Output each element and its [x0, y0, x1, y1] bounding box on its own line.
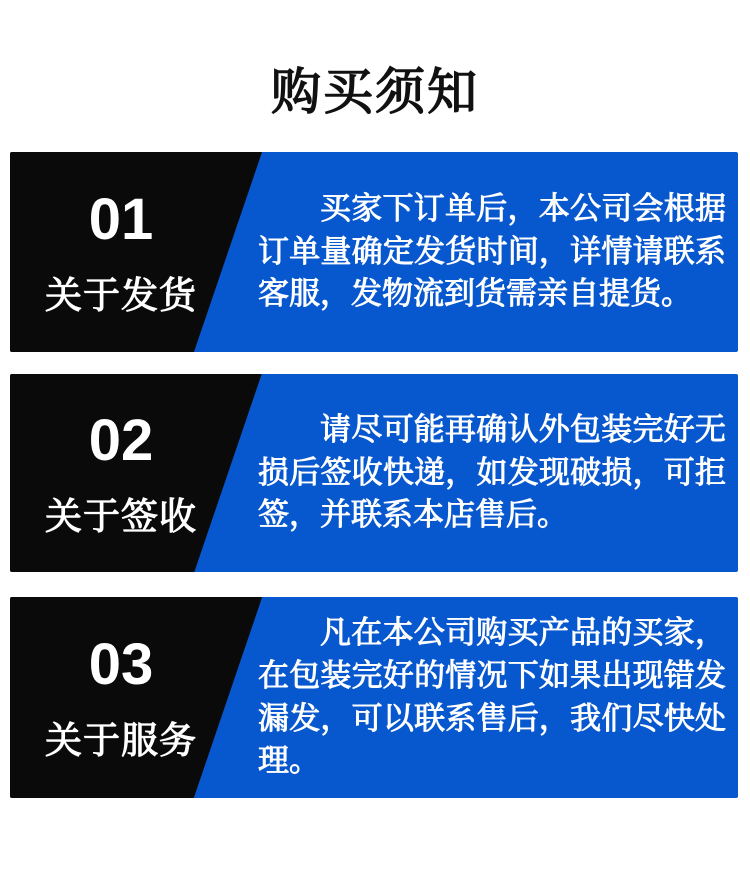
section-label: 关于发货	[45, 274, 197, 316]
notice-card-shipping	[10, 152, 738, 352]
section-body-text: 买家下订单后，本公司会根据订单量确定发货时间，详情请联系客服，发物流到货需亲自提货。	[258, 190, 726, 312]
section-number: 02	[88, 407, 154, 473]
section-body-text: 凡在本公司购买产品的买家，在包装完好的情况下如果出现错发漏发，可以联系售后，我们尽快处理。	[258, 614, 726, 779]
notice-card-receipt	[10, 374, 738, 572]
section-body-shipping	[258, 152, 726, 352]
section-number: 03	[88, 632, 154, 697]
section-label: 关于服务	[45, 720, 197, 761]
section-number: 01	[88, 186, 154, 252]
notice-card-service	[10, 597, 738, 798]
section-body-receipt	[258, 374, 726, 572]
section-badge-shipping	[10, 152, 232, 352]
section-body-text: 请尽可能再确认外包装完好无损后签收快递，如发现破损，可拒签，并联系本店售后。	[258, 411, 726, 533]
section-body-service	[258, 597, 726, 798]
section-badge-receipt	[10, 374, 232, 572]
page-title: 购买须知	[271, 64, 479, 120]
section-label: 关于签收	[45, 495, 197, 537]
section-badge-service	[10, 597, 232, 798]
